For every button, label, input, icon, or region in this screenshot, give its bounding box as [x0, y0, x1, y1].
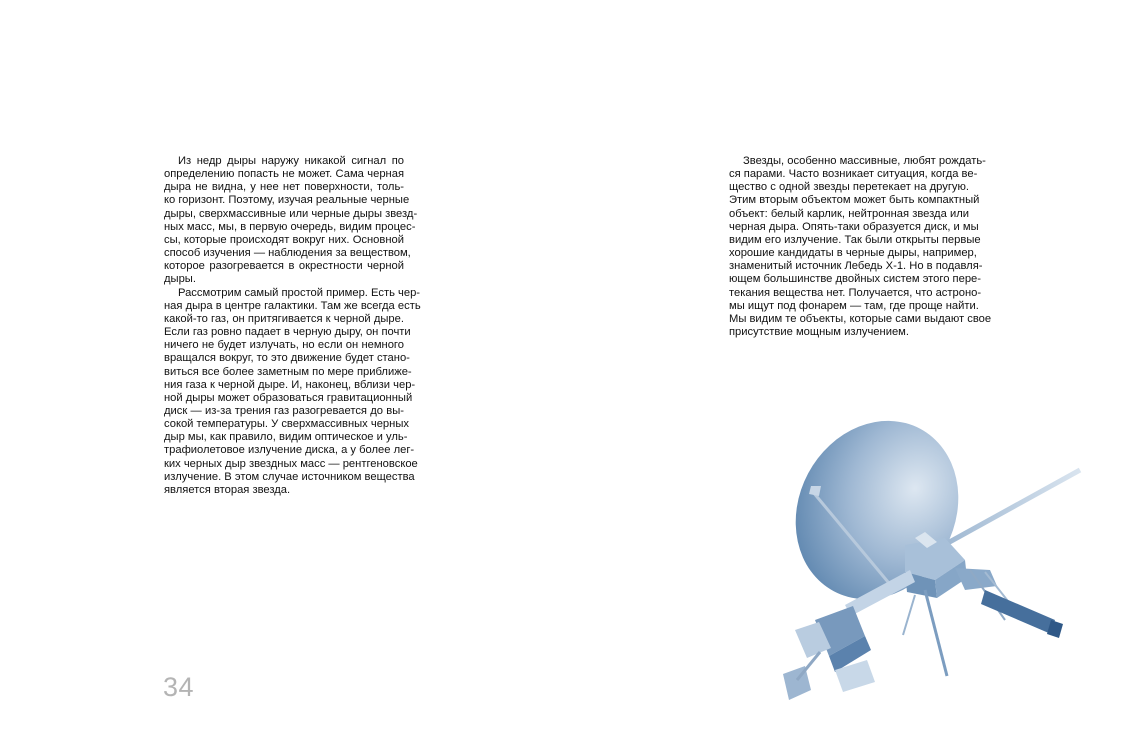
text-line: Если газ ровно падает в черную дыру, он почти — [164, 326, 411, 339]
text-line: хорошие кандидаты в черные дыры, например, — [729, 247, 977, 260]
text-line: является вторая звезда. — [164, 483, 291, 496]
paragraph — [729, 155, 992, 339]
text-line: Рассмотрим самый простой пример. Есть чер- — [178, 286, 421, 299]
text-line: которое разогревается в окрестности черной — [164, 260, 404, 273]
text-line: Звезды, особенно массивные, любят рождать- — [743, 155, 986, 167]
text-line: дыры. — [164, 273, 196, 286]
text-line: ся парами. Часто возникает ситуация, когда ве- — [729, 168, 978, 181]
text-line: Мы видим те объекты, которые сами выдают свое — [729, 312, 992, 325]
text-line: ко горизонт. Поэтому, изучая реальные черные — [164, 194, 410, 207]
text-line: дыра не видна, у нее нет поверхности, толь- — [164, 181, 404, 194]
text-line: сы, которые происходят вокруг них. Основной — [164, 233, 404, 246]
text-line: диск — из-за трения газ разогревается до вы- — [164, 404, 404, 417]
right-text-column — [729, 155, 992, 339]
spacecraft-illustration — [775, 420, 1085, 710]
paragraph — [164, 155, 418, 287]
text-line: виться все более заметным по мере приближе- — [164, 365, 412, 378]
text-line: мы ищут под фонарем — там, где проще найти. — [729, 299, 979, 312]
text-line: ных масс, мы, в первую очередь, видим процес- — [164, 220, 416, 233]
text-line: способ изучения — наблюдения за веществом, — [164, 247, 411, 260]
text-line: видим его излучение. Так были открыты первые — [729, 233, 981, 246]
text-line: знаменитый источник Лебедь X-1. Но в подавля- — [729, 260, 983, 273]
text-line: трафиолетовое излучение диска, а у более лег- — [164, 444, 415, 457]
left-text-column — [164, 155, 421, 497]
text-line: щество с одной звезды перетекает на другую. — [729, 181, 969, 194]
text-line: дыр мы, как правило, видим оптическое и уль- — [164, 431, 408, 444]
text-line: сокой температуры. У сверхмассивных черных — [164, 418, 409, 431]
text-line: какой-то газ, он притягивается к черной дыре. — [164, 312, 404, 325]
text-line: определению попасть не может. Сама черная — [164, 168, 404, 181]
text-line: ной дыры может образоваться гравитационный — [164, 391, 413, 404]
text-line: Из недр дыры наружу никакой сигнал по — [178, 155, 404, 167]
text-line: черная дыра. Опять-таки образуется диск, и мы — [729, 220, 979, 233]
text-line: присутствие мощным излучением. — [729, 326, 909, 339]
paragraph — [164, 286, 421, 498]
text-line: дыры, сверхмассивные или черные дыры звезд- — [164, 207, 418, 220]
text-line: Этим вторым объектом может быть компактный — [729, 194, 980, 207]
text-line: ния газа к черной дыре. И, наконец, вблизи чер- — [164, 378, 416, 391]
page-number: 34 — [163, 672, 195, 702]
text-line: излучение. В этом случае источником вещества — [164, 470, 415, 483]
text-line: текания вещества нет. Получается, что астроно- — [729, 286, 982, 299]
text-line: ющем большинстве двойных систем этого пере- — [729, 273, 981, 286]
text-line: ная дыра в центре галактики. Там же всегда есть — [164, 299, 421, 312]
text-line: ких черных дыр звездных масс — рентгеновское — [164, 457, 418, 470]
text-line: объект: белый карлик, нейтронная звезда или — [729, 207, 969, 220]
text-line: вращался вокруг, то это движение будет стано- — [164, 352, 410, 365]
text-line: ничего не будет излучать, но если он немного — [164, 339, 404, 352]
